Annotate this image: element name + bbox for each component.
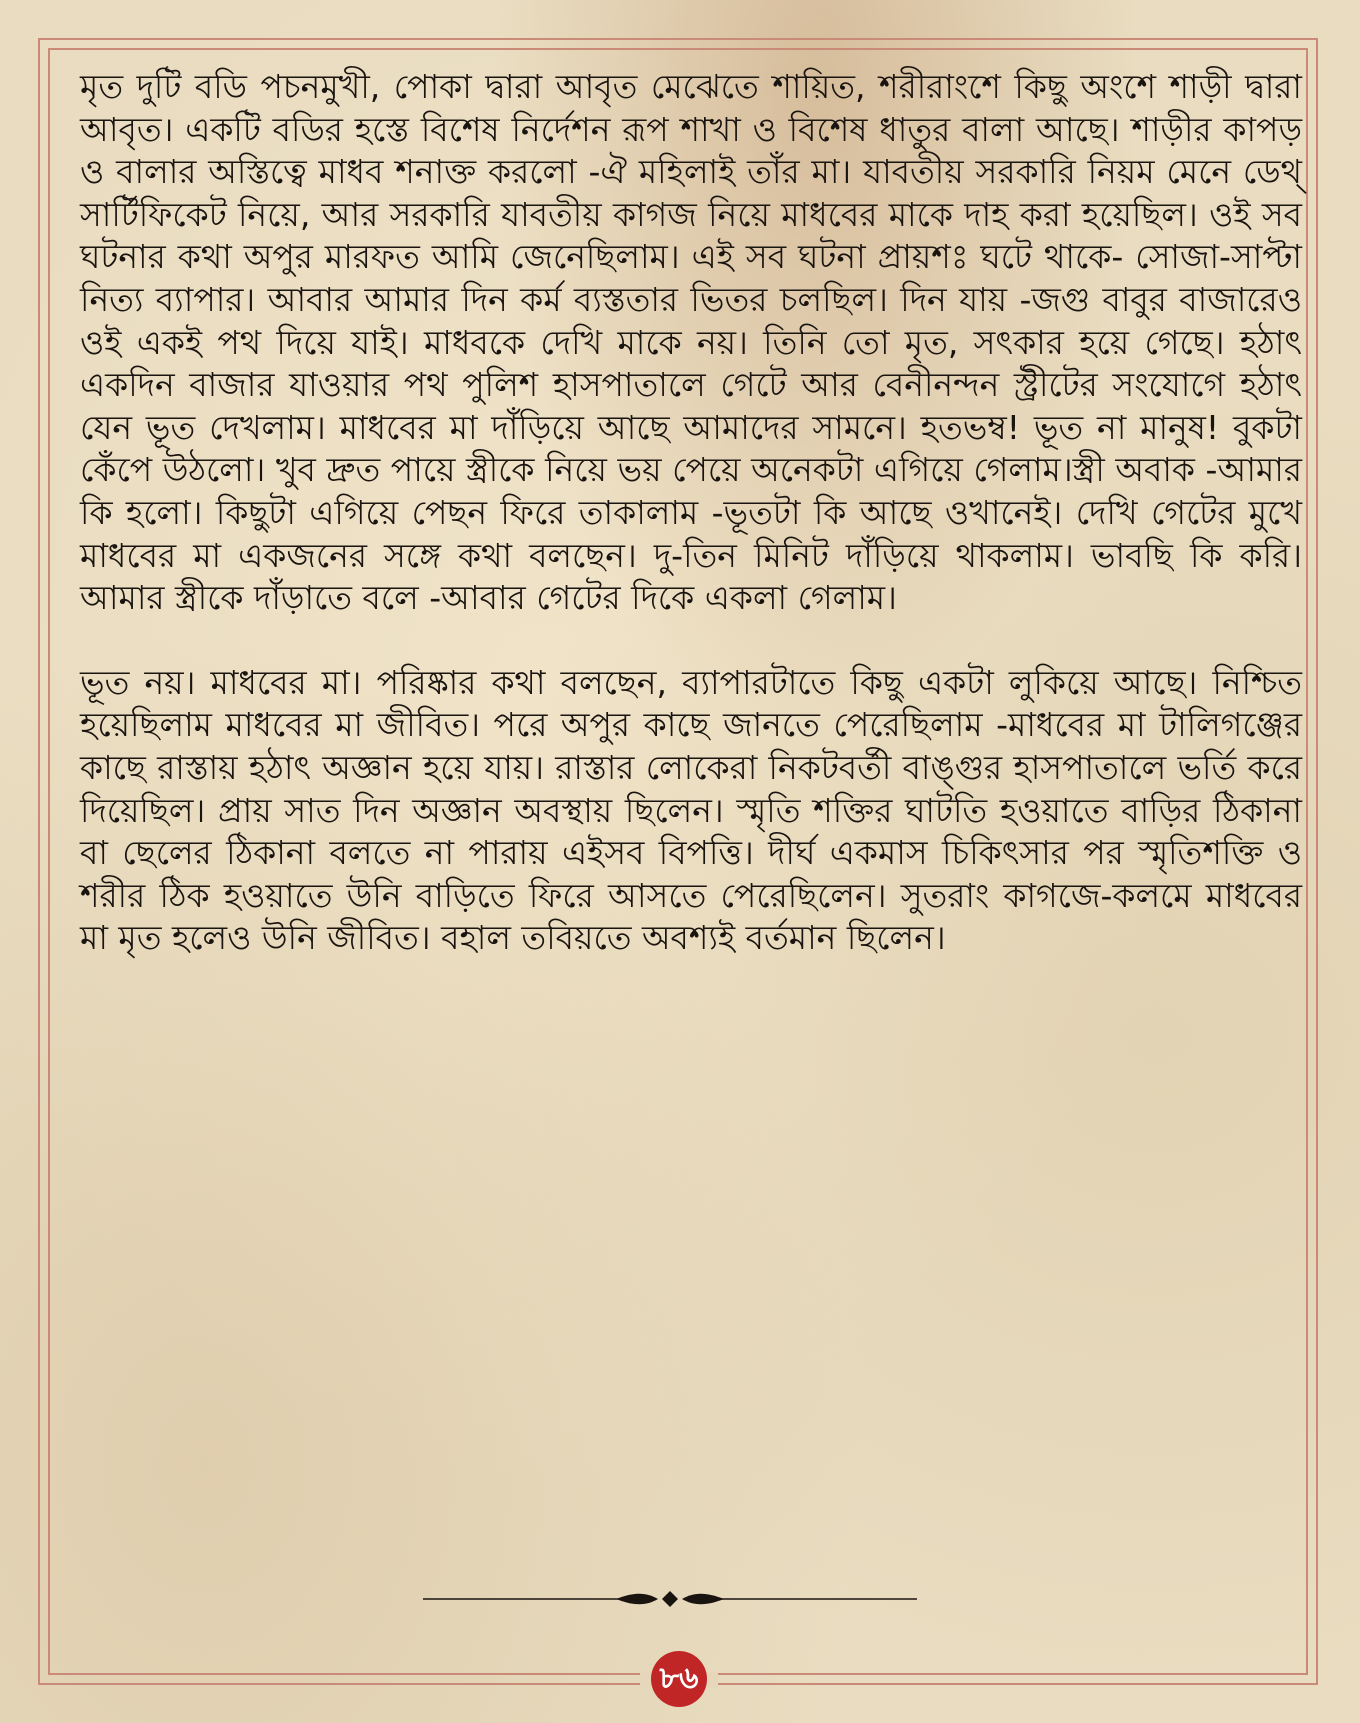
ornamental-divider-icon — [420, 1583, 920, 1615]
page-number-badge: ৮৬ — [651, 1651, 707, 1707]
page-text — [80, 66, 1302, 960]
paragraph-1: মৃত দুটি বডি পচনমুখী, পোকা দ্বারা আবৃত মেঝেতে শায়িত, শরীরাংশে কিছু অংশে শাড়ী দ্বারা আবৃত। একটি বডির হস্তে বিশেষ নির্দেশন রূপ শাখা ও বিশেষ ধাতুর বালা আছে। শাড়ীর কাপড় ও বালার অস্তিত্বে মাধব শনাক্ত করলো -ঐ মহিলাই তাঁর মা। যাবতীয় সরকারি নিয়ম মেনে ডেথ্ সার্টিফিকেট নিয়ে, আর সরকারি যাবতীয় কাগজ নিয়ে মাধবের মাকে দাহ করা হয়েছিল। ওই সব ঘটনার কথা অপুর মারফত আমি জেনেছিলাম। এই সব ঘটনা প্রায়শঃ ঘটে থাকে- সোজা-সাপ্টা নিত্য ব্যাপার। আবার আমার দিন কর্ম ব্যস্ততার ভিতর চলছিল। দিন যায় -জগু বাবুর বাজারেও ওই একই পথ দিয়ে যাই। মাধবকে দেখি মাকে নয়। তিনি তো মৃত, সৎকার হয়ে গেছে। হঠাৎ একদিন বাজার যাওয়ার পথ পুলিশ হাসপাতালে গেটে আর বেনীনন্দন স্ট্রীটের সংযোগে হঠাৎ যেন ভূত দেখলাম। মাধবের মা দাঁড়িয়ে আছে আমাদের সামনে। হতভম্ব! ভূত না মানুষ! বুকটা কেঁপে উঠলো। খুব দ্রুত পায়ে স্ত্রীকে নিয়ে ভয় পেয়ে অনেকটা এগিয়ে গেলাম।স্ত্রী অবাক -আমার কি হলো। কিছুটা এগিয়ে পেছন ফিরে তাকালাম -ভূতটা কি আছে ওখানেই। দেখি গেটের মুখে মাধবের মা একজনের সঙ্গে কথা বলছেন। দু-তিন মিনিট দাঁড়িয়ে থাকলাম। ভাবছি কি করি। আমার স্ত্রীকে দাঁড়াতে বলে -আবার গেটের দিকে একলা গেলাম। — [80, 67, 1302, 618]
paragraph-2: ভূত নয়। মাধবের মা। পরিষ্কার কথা বলছেন, ব্যাপারটাতে কিছু একটা লুকিয়ে আছে। নিশ্চিত হয়েছিলাম মাধবের মা জীবিত। পরে অপুর কাছে জানতে পেরেছিলাম -মাধবের মা টালিগঞ্জের কাছে রাস্তায় হঠাৎ অজ্ঞান হয়ে যায়। রাস্তার লোকেরা নিকটবর্তী বাঙ্গুর হাসপাতালে ভর্তি করে দিয়েছিল। প্রায় সাত দিন অজ্ঞান অবস্থায় ছিলেন। স্মৃতি শক্তির ঘাটতি হওয়াতে বাড়ির ঠিকানা বা ছেলের ঠিকানা বলতে না পারায় এইসব বিপত্তি। দীর্ঘ একমাস চিকিৎসার পর স্মৃতিশক্তি ও শরীর ঠিক হওয়াতে উনি বাড়িতে ফিরে আসতে পেরেছিলেন। সুতরাং কাগজে-কলমে মাধবের মা মৃত হলেও উনি জীবিত। বহাল তবিয়তে অবশ্যই বর্তমান ছিলেন। — [80, 662, 1302, 958]
